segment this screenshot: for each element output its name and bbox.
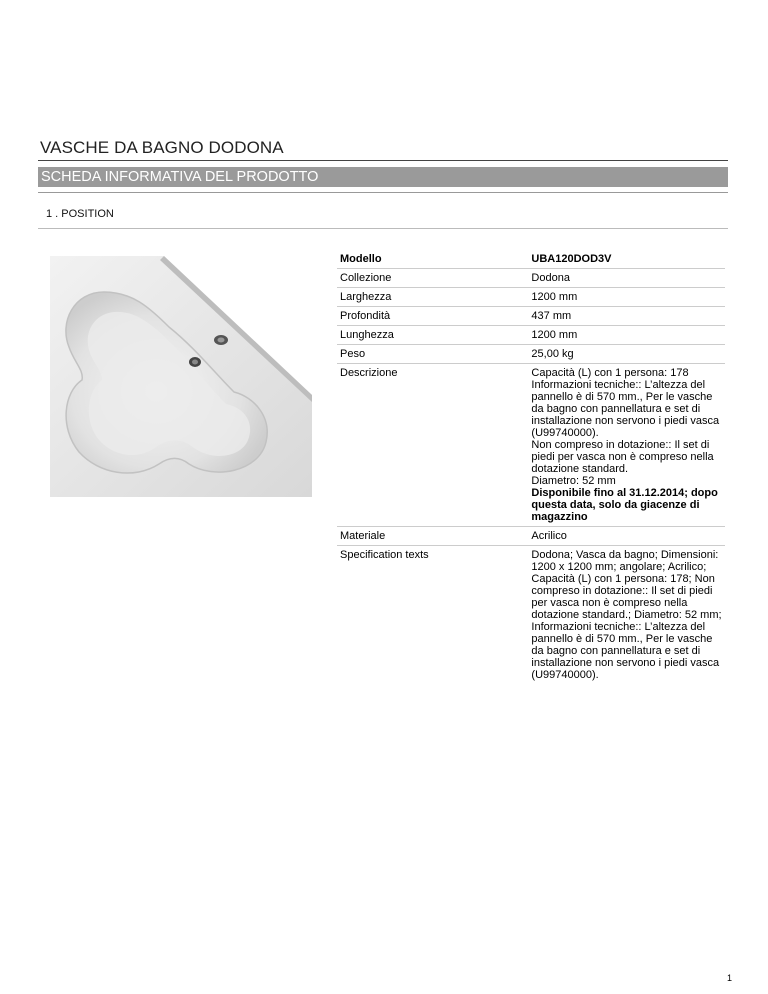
spec-value: Dodona xyxy=(528,269,725,288)
spec-row xyxy=(337,307,725,326)
spec-label: Larghezza xyxy=(337,288,528,307)
spec-label: Profondità xyxy=(337,307,528,326)
spec-label: Materiale xyxy=(337,527,528,546)
section-rule xyxy=(38,192,728,193)
spec-value: Dodona; Vasca da bagno; Dimensioni: 1200 x 1200 mm; angolare; Acrilico; Capacità (L) con 1 persona: 178; Non compreso in dotazione:: Il set di piedi per vasca non è compreso nella dotazione standard.; Diametro: 52 mm; Informazioni tecniche:: L’altezza del pannello è di 570 mm., Per le vasche da bagno con pannellatura e set di installazione non servono i piedi vasca (U99740000). xyxy=(531,549,722,681)
spec-label: Modello xyxy=(337,250,528,269)
spec-row-description xyxy=(337,364,725,527)
title-rule xyxy=(38,160,728,161)
spec-value: 437 mm xyxy=(528,307,725,326)
availability-note: Disponibile fino al 31.12.2014; dopo questa data, solo da giacenze di magazzino xyxy=(531,487,718,523)
spec-table xyxy=(337,250,725,684)
spec-label: Descrizione xyxy=(337,364,528,527)
bathtub-corner-image xyxy=(44,252,314,497)
position-rule xyxy=(38,228,728,229)
spec-value: 1200 mm xyxy=(528,288,725,307)
spec-row xyxy=(337,326,725,345)
spec-label: Peso xyxy=(337,345,528,364)
description-line: Non compreso in dotazione:: Il set di piedi per vasca non è compreso nella dotazione standard. xyxy=(531,439,714,475)
description-line: Diametro: 52 mm xyxy=(531,475,616,487)
spec-header-row xyxy=(337,250,725,269)
position-label: 1 . POSITION xyxy=(46,208,114,220)
spec-row xyxy=(337,345,725,364)
spec-value: 1200 mm xyxy=(528,326,725,345)
spec-value: Acrilico xyxy=(528,527,725,546)
description-line: Capacità (L) con 1 persona: 178 xyxy=(531,367,689,379)
spec-row xyxy=(337,527,725,546)
spec-value: 25,00 kg xyxy=(528,345,725,364)
document-title: VASCHE DA BAGNO DODONA xyxy=(40,138,284,157)
description-line: Informazioni tecniche:: L’altezza del pannello è di 570 mm., Per le vasche da bagno con pannellatura e set di installazione non servono i piedi vasca (U99740000). xyxy=(531,379,720,439)
spec-row-specification-texts xyxy=(337,546,725,685)
spec-label: Collezione xyxy=(337,269,528,288)
spec-label: Specification texts xyxy=(340,549,429,561)
section-title-bar: SCHEDA INFORMATIVA DEL PRODOTTO xyxy=(38,167,728,187)
page-number: 1 xyxy=(726,973,732,983)
spec-row xyxy=(337,269,725,288)
spec-value: UBA120DOD3V xyxy=(528,250,725,269)
spec-label: Lunghezza xyxy=(337,326,528,345)
spec-value-description xyxy=(528,364,725,527)
spec-row xyxy=(337,288,725,307)
